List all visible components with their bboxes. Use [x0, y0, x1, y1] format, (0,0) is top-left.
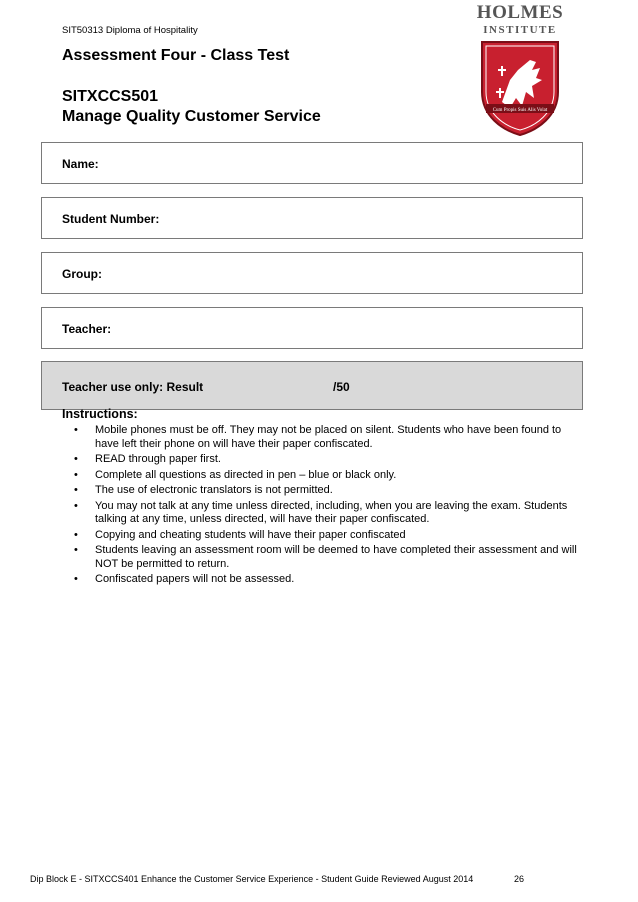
group-field[interactable] — [41, 252, 583, 294]
list-item — [62, 484, 577, 498]
logo-brand-line2: INSTITUTE — [483, 24, 557, 36]
name-field[interactable] — [41, 142, 583, 184]
instructions-heading: Instructions: — [62, 407, 138, 421]
list-item — [62, 500, 577, 527]
bullet-icon: • — [74, 484, 78, 496]
bullet-icon: • — [74, 544, 78, 556]
logo-motto: Cum Propis Suis Alis Volat — [492, 108, 548, 113]
unit-name: Manage Quality Customer Service — [62, 108, 321, 125]
logo-brand-line1: HOLMES — [476, 2, 564, 23]
instruction-text: Copying and cheating students will have their paper confiscated — [95, 528, 406, 541]
name-label: Name: — [62, 157, 99, 171]
instruction-text: Mobile phones must be off. They may not be placed on silent. Students who have been found to have left their phone on will have their paper confiscated. — [95, 424, 562, 450]
instruction-text: The use of electronic translators is not permitted. — [95, 484, 333, 496]
instruction-text: Confiscated papers will not be assessed. — [95, 573, 295, 585]
bullet-icon: • — [74, 499, 78, 512]
list-item — [62, 424, 577, 451]
bullet-icon: • — [74, 468, 78, 481]
teacher-field[interactable] — [41, 307, 583, 349]
holmes-institute-logo — [474, 2, 566, 136]
student-number-field[interactable] — [41, 197, 583, 239]
teacher-result-box[interactable] — [41, 361, 583, 410]
list-item — [62, 573, 577, 587]
unit-code: SITXCCS501 — [62, 88, 159, 105]
group-label: Group: — [62, 267, 102, 281]
instruction-text: You may not talk at any time unless directed, including, when you are leaving the exam. Students talking at any time, unless directed, will have their paper confiscated. — [95, 499, 568, 525]
list-item — [62, 469, 577, 483]
instructions-list — [62, 424, 577, 589]
list-item — [62, 544, 577, 571]
assessment-title: Assessment Four - Class Test — [62, 47, 290, 64]
page-footer: Dip Block E - SITXCCS401 Enhance the Customer Service Experience - Student Guide Reviewed August 2014 — [30, 874, 474, 884]
teacher-label: Teacher: — [62, 322, 112, 336]
student-number-label: Student Number: — [62, 212, 160, 226]
page-number: 26 — [514, 874, 525, 884]
instruction-text: Students leaving an assessment room will be deemed to have completed their assessment and will NOT be permitted to return. — [95, 544, 577, 570]
bullet-icon: • — [74, 453, 78, 465]
crest-shield-icon — [480, 40, 560, 136]
result-score: /50 — [333, 380, 350, 394]
bullet-icon: • — [74, 528, 78, 541]
list-item — [62, 453, 577, 467]
instruction-text: Complete all questions as directed in pen – blue or black only. — [95, 468, 397, 481]
instruction-text: READ through paper first. — [95, 453, 221, 465]
bullet-icon: • — [74, 424, 78, 436]
course-title: SIT50313 Diploma of Hospitality — [62, 25, 198, 36]
list-item — [62, 529, 577, 543]
result-label: Teacher use only: Result — [62, 380, 204, 394]
bullet-icon: • — [74, 573, 78, 585]
